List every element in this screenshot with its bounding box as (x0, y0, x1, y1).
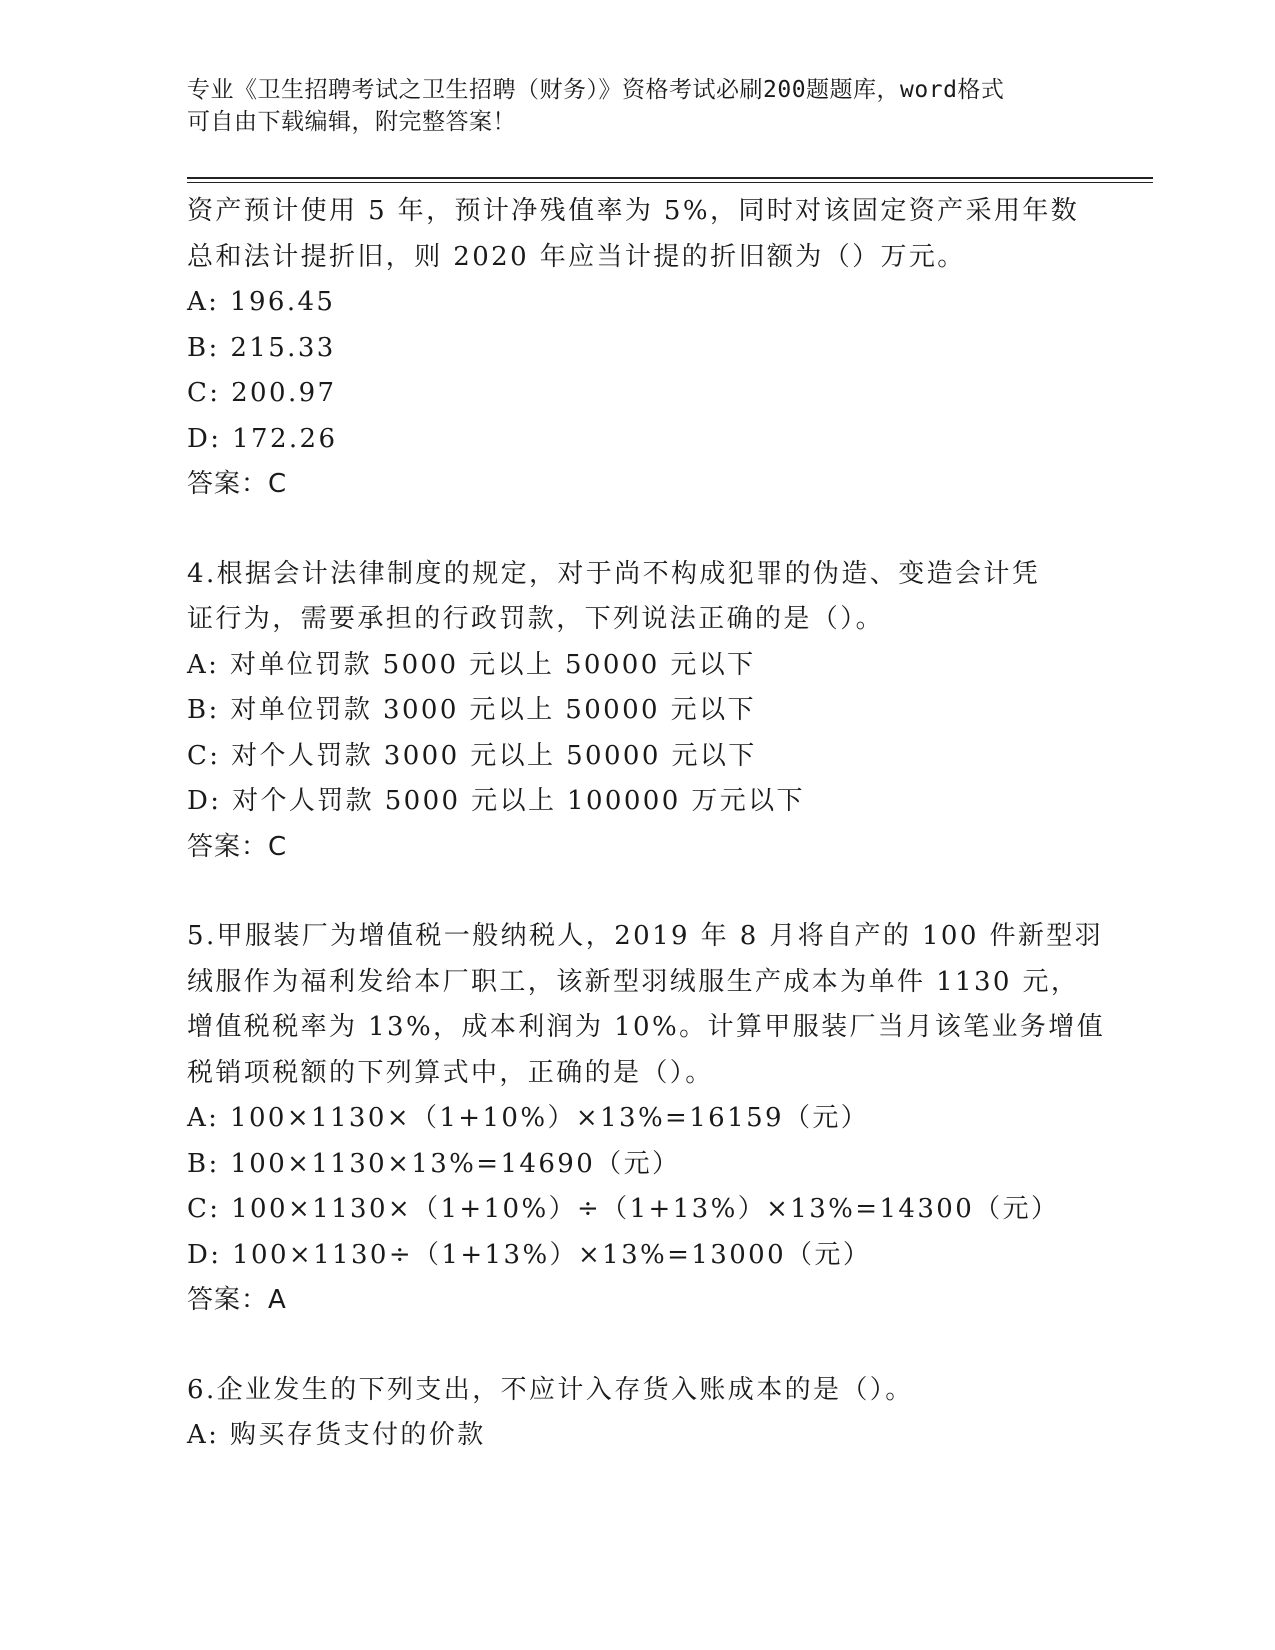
option-b: B: 对单位罚款 3000 元以上 50000 元以下 (187, 695, 756, 725)
question-4 (187, 552, 1087, 871)
option-a: A: 100×1130×（1+10%）×13%=16159（元） (187, 1103, 870, 1133)
question-stem-line: 税销项税额的下列算式中，正确的是（）。 (187, 1057, 714, 1088)
question-6 (187, 1368, 1087, 1459)
option-b: B: 100×1130×13%=14690（元） (187, 1148, 681, 1179)
header-rule-thick (187, 177, 1153, 179)
question-content (187, 189, 1106, 1459)
option-c: C: 100×1130×（1+10%）÷（1+13%）×13%=14300（元） (187, 1194, 1060, 1224)
question-3 (187, 189, 1087, 508)
question-stem-line: 资产预计使用 5 年，预计净残值率为 5%，同时对该固定资产采用年数 (187, 196, 1080, 226)
option-c: C: 对个人罚款 3000 元以上 50000 元以下 (187, 740, 757, 771)
option-d: D: 100×1130÷（1+13%）×13%=13000（元） (187, 1239, 872, 1270)
question-stem-line: 5.甲服装厂为增值税一般纳税人，2019 年 8 月将自产的 100 件新型羽 (187, 921, 1104, 951)
spacer (187, 508, 1087, 552)
header-line-2: 可自由下载编辑，附完整答案！ (187, 109, 516, 135)
question-stem-line: 证行为，需要承担的行政罚款，下列说法正确的是（）。 (187, 604, 885, 634)
spacer (187, 870, 1087, 914)
question-stem-line: 6.企业发生的下列支出，不应计入存货入账成本的是（）。 (187, 1374, 914, 1405)
option-a: A: 196.45 (187, 287, 336, 317)
question-stem-line: 4.根据会计法律制度的规定，对于尚不构成犯罪的伪造、变造会计凭 (187, 558, 1041, 589)
question-stem-line: 绒服作为福利发给本厂职工，该新型羽绒服生产成本为单件 1130 元， (187, 966, 1080, 997)
option-d: D: 对个人罚款 5000 元以上 100000 万元以下 (187, 786, 805, 816)
page-header (187, 74, 1067, 138)
option-c: C: 200.97 (187, 378, 337, 408)
question-stem-line: 总和法计提折旧，则 2020 年应当计提的折旧额为（）万元。 (187, 241, 966, 272)
answer-line: 答案：C (187, 469, 288, 499)
option-a: A: 对单位罚款 5000 元以上 50000 元以下 (187, 649, 756, 680)
question-5 (187, 914, 1106, 1324)
option-a: A: 购买存货支付的价款 (187, 1420, 486, 1450)
spacer (187, 1324, 1087, 1368)
header-line-1: 专业《卫生招聘考试之卫生招聘（财务）》资格考试必刷200题题库，word格式 (187, 77, 1005, 103)
option-d: D: 172.26 (187, 423, 338, 454)
answer-line: 答案：A (187, 1285, 287, 1315)
header-rule-thin (187, 182, 1153, 183)
answer-line: 答案：C (187, 831, 288, 862)
question-stem-line: 增值税税率为 13%，成本利润为 10%。计算甲服装厂当月该笔业务增值 (187, 1012, 1106, 1042)
option-b: B: 215.33 (187, 332, 336, 363)
